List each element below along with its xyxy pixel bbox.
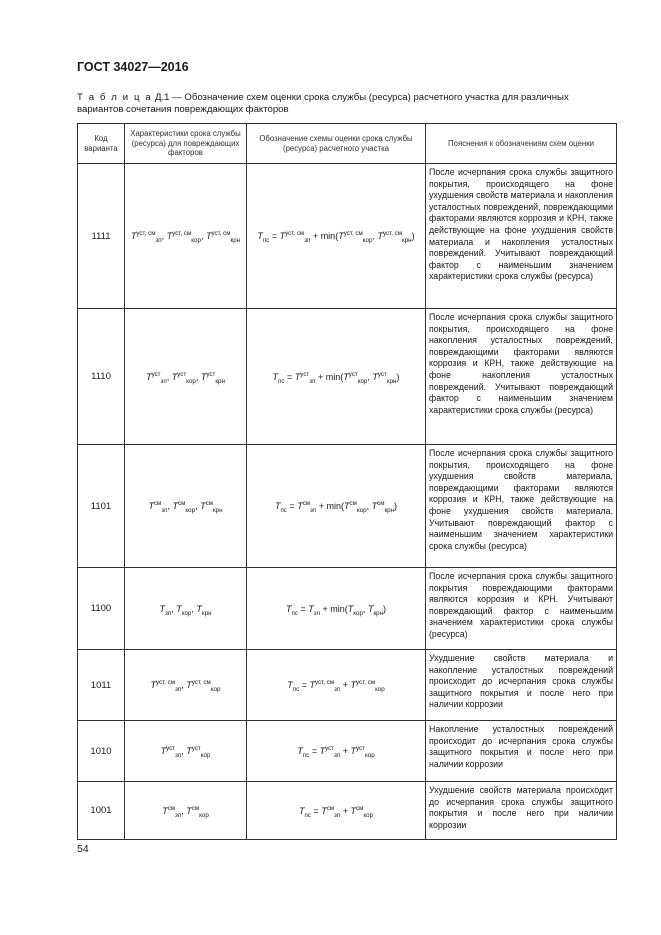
page-number: 54 — [77, 843, 89, 855]
document-header: ГОСТ 34027—2016 — [77, 60, 189, 74]
scheme-formula: $T_{пс} = T^{уст}_{зп} + T^{уст}_{кор}$ — [247, 721, 426, 782]
table-row — [78, 445, 617, 568]
variant-code: 1010 — [78, 721, 125, 782]
explanation-text: После исчерпания срока службы защитного покрытия, происходящего на фоне ухудшения свойств материала, повреждающими факторами являются коррозия и КРН, также действующие на фоне ухудшения свойств материала. Учитывают повреждающий фактор с наименьшим значением характеристики срока службы (ресурса) — [426, 445, 617, 568]
schemes-table — [77, 123, 617, 840]
table-row — [78, 650, 617, 721]
scheme-formula: $T_{пс} = T_{зп} + \min(T_{кор}$, $T_{крн}$) — [247, 568, 426, 650]
table-caption — [77, 92, 617, 115]
scheme-formula: $T_{пс} = T^{см}_{зп} + T^{см}_{кор}$ — [247, 782, 426, 840]
variant-code: 1011 — [78, 650, 125, 721]
table-header-row — [78, 124, 617, 164]
explanation-text: Ухудшение свойств материала и накопление усталостных повреждений происходит до исчерпания срока службы защитного покрытия и после него при наличии коррозии — [426, 650, 617, 721]
table-row — [78, 721, 617, 782]
caption-label: Т а б л и ц а — [77, 92, 153, 103]
characteristics-formula: $T^{см}_{зп}$, $T^{см}_{кор}$ — [125, 782, 247, 840]
characteristics-formula: $T^{уст, см}_{зп}$, $T^{уст, см}_{кор}$, $T^{уст, см}_{крн}$ — [125, 164, 247, 309]
variant-code: 1100 — [78, 568, 125, 650]
characteristics-formula: $T^{см}_{зп}$, $T^{см}_{кор}$, $T^{см}_{крн}$ — [125, 445, 247, 568]
explanation-text: Ухудшение свойств материала происходит до исчерпания срока службы защитного покрытия и после него при наличии коррозии — [426, 782, 617, 840]
table-row — [78, 164, 617, 309]
table-row — [78, 782, 617, 840]
scheme-formula: $T_{пс} = T^{уст, см}_{зп} + T^{уст, см}_{кор}$ — [247, 650, 426, 721]
variant-code: 1111 — [78, 164, 125, 309]
column-header-explanation: Пояснения к обозначениям схем оценки — [426, 124, 617, 164]
variant-code: 1110 — [78, 309, 125, 445]
explanation-text: После исчерпания срока службы защитного покрытия повреждающими факторами являются коррозия и КРН. Учитывают повреждающий фактор с наименьшим значением характеристики срока службы (ресурса) — [426, 568, 617, 650]
scheme-formula: $T_{пс} = T^{уст, см}_{зп} + \min(T^{уст, см}_{кор}$, $T^{уст, см}_{крн}$) — [247, 164, 426, 309]
variant-code: 1001 — [78, 782, 125, 840]
scheme-formula: $T_{пс} = T^{см}_{зп} + \min(T^{см}_{кор}$, $T^{см}_{крн}$) — [247, 445, 426, 568]
characteristics-formula: $T^{уст}_{зп}$, $T^{уст}_{кор}$, $T^{уст}_{крн}$ — [125, 309, 247, 445]
scheme-formula: $T_{пс} = T^{уст}_{зп} + \min(T^{уст}_{кор}$, $T^{уст}_{крн}$) — [247, 309, 426, 445]
explanation-text: Накопление усталостных повреждений происходит до исчерпания срока службы защитного покрытия и после него при наличии коррозии — [426, 721, 617, 782]
column-header-code: Код варианта — [78, 124, 125, 164]
explanation-text: После исчерпания срока службы защитного покрытия, происходящего на фоне накопления усталостных повреждений, повреждающими факторами являются коррозия и КРН, также действующие на фоне накопления усталостных повреждений. Учитывают повреждающий фактор с наименьшим значением характеристики срока службы (ресурса) — [426, 309, 617, 445]
characteristics-formula: $T^{уст, см}_{зп}$, $T^{уст, см}_{кор}$ — [125, 650, 247, 721]
column-header-scheme: Обозначение схемы оценки срока службы (ресурса) расчетного участка — [247, 124, 426, 164]
column-header-characteristics: Характеристики срока службы (ресурса) для повреждающих факторов — [125, 124, 247, 164]
caption-text: Д.1 — Обозначение схем оценки срока службы (ресурса) расчетного участка для различных вариантов сочетания повреждающих факторов — [77, 92, 569, 115]
characteristics-formula: $T^{уст}_{зп}$, $T^{уст}_{кор}$ — [125, 721, 247, 782]
table-row — [78, 568, 617, 650]
explanation-text: После исчерпания срока службы защитного покрытия, происходящего на фоне ухудшения свойств материала и накопления усталостных повреждений, повреждающими факторами являются коррозия и КРН, также действующие на фоне ухудшения свойств материала и накопления усталостных повреждений. Учитывают повреждающий фактор с наименьшим значением характеристики срока службы (ресурса) — [426, 164, 617, 309]
characteristics-formula: $T_{зп}$, $T_{кор}$, $T_{крн}$ — [125, 568, 247, 650]
table-row — [78, 309, 617, 445]
variant-code: 1101 — [78, 445, 125, 568]
